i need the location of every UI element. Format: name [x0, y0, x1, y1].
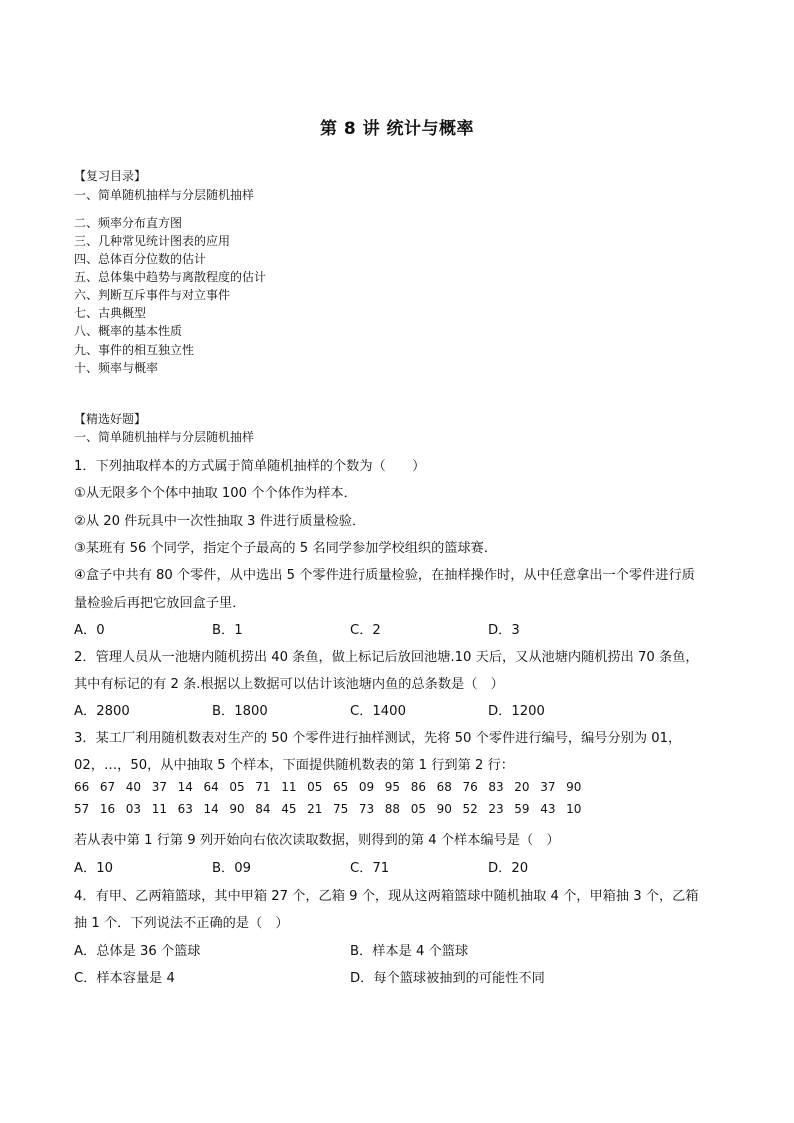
- random-number-cell: 10: [566, 802, 582, 816]
- random-number-cell: 86: [410, 780, 426, 794]
- q4-option-b: B．样本是 4 个篮球: [350, 944, 469, 959]
- q1-stem: 1．下列抽取样本的方式属于简单随机抽样的个数为（ ）: [74, 459, 426, 474]
- random-number-cell: 90: [229, 802, 245, 816]
- random-number-cell: 45: [281, 802, 297, 816]
- q1-statement-2: ②从 20 件玩具中一次性抽取 3 件进行质量检验．: [74, 514, 366, 529]
- review-heading: 【复习目录】: [74, 169, 147, 183]
- q4-option-a: A．总体是 36 个篮球: [74, 944, 201, 959]
- q4-option-c: C．样本容量是 4: [74, 971, 175, 986]
- random-number-cell: 21: [307, 802, 323, 816]
- q3-option-b: B．09: [212, 861, 252, 876]
- review-item: 九、事件的相互独立性: [74, 343, 195, 357]
- random-number-cell: 05: [410, 802, 426, 816]
- q2-option-d: D．1200: [488, 704, 545, 719]
- random-number-cell: 90: [436, 802, 452, 816]
- q3-option-d: D．20: [488, 861, 529, 876]
- random-number-cell: 11: [151, 802, 167, 816]
- selected-heading: 【精选好题】: [74, 412, 147, 426]
- random-number-cell: 05: [229, 780, 245, 794]
- review-item: 五、总体集中趋势与离散程度的估计: [74, 270, 267, 284]
- random-number-cell: 83: [488, 780, 504, 794]
- q1-option-c: C．2: [350, 623, 381, 638]
- random-number-cell: 76: [462, 780, 478, 794]
- review-item: 一、简单随机抽样与分层随机抽样: [74, 188, 255, 202]
- random-number-cell: 43: [540, 802, 556, 816]
- q1-option-a: A．0: [74, 623, 105, 638]
- random-number-cell: 52: [462, 802, 478, 816]
- random-number-cell: 63: [177, 802, 193, 816]
- random-number-cell: 84: [255, 802, 271, 816]
- random-number-cell: 66: [74, 780, 90, 794]
- review-item: 六、判断互斥事件与对立事件: [74, 288, 231, 302]
- q3-line-1: 3．某工厂利用随机数表对生产的 50 个零件进行抽样测试，先将 50 个零件进行编号，编号分别为 01，: [74, 731, 682, 746]
- q1-option-b: B．1: [212, 623, 243, 638]
- random-number-cell: 09: [358, 780, 375, 794]
- random-number-cell: 16: [99, 802, 116, 816]
- random-number-cell: 57: [74, 802, 90, 816]
- random-number-cell: 65: [333, 780, 349, 794]
- review-item: 三、几种常见统计图表的应用: [74, 234, 231, 248]
- random-number-cell: 40: [125, 780, 142, 794]
- q4-line-1: 4．有甲、乙两箱篮球，其中甲箱 27 个，乙箱 9 个，现从这两箱篮球中随机抽取 4 个，甲箱抽 3 个，乙箱: [74, 889, 699, 904]
- q3-line-3: 若从表中第 1 行第 9 列开始向右依次读取数据，则得到的第 4 个样本编号是（ ）: [74, 833, 560, 848]
- section-heading: 一、简单随机抽样与分层随机抽样: [74, 430, 255, 444]
- random-number-cell: 59: [514, 802, 530, 816]
- random-number-cell: 23: [488, 802, 504, 816]
- q4-option-d: D．每个篮球被抽到的可能性不同: [350, 971, 545, 986]
- random-number-cell: 37: [151, 780, 167, 794]
- q1-statement-4-cont: 量检验后再把它放回盒子里．: [74, 596, 246, 611]
- random-number-cell: 67: [99, 780, 116, 794]
- q1-option-d: D．3: [488, 623, 520, 638]
- random-number-cell: 37: [540, 780, 556, 794]
- q2-option-b: B．1800: [212, 704, 268, 719]
- random-number-cell: 14: [177, 780, 193, 794]
- q2-option-a: A．2800: [74, 704, 130, 719]
- random-number-cell: 20: [514, 780, 530, 794]
- q4-line-2: 抽 1 个．下列说法不正确的是（ ）: [74, 916, 289, 931]
- q1-statement-3: ③某班有 56 个同学，指定个子最高的 5 名同学参加学校组织的篮球赛．: [74, 541, 498, 556]
- review-item: 七、古典概型: [74, 306, 147, 320]
- random-number-cell: 64: [203, 780, 219, 794]
- random-number-cell: 05: [307, 780, 323, 794]
- review-item: 八、概率的基本性质: [74, 324, 183, 338]
- random-number-cell: 75: [333, 802, 349, 816]
- q3-line-2: 02，…，50，从中抽取 5 个样本，下面提供随机数表的第 1 行到第 2 行：: [74, 758, 514, 773]
- q3-option-c: C．71: [350, 861, 390, 876]
- q2-line-2: 其中有标记的有 2 条.根据以上数据可以估计该池塘内鱼的总条数是（ ）: [74, 677, 504, 692]
- review-item: 十、频率与概率: [74, 361, 159, 375]
- review-item: 二、频率分布直方图: [74, 216, 183, 230]
- random-number-cell: 14: [203, 802, 219, 816]
- random-number-cell: 73: [358, 802, 375, 816]
- random-number-cell: 71: [255, 780, 271, 794]
- q3-option-a: A．10: [74, 861, 113, 876]
- q1-statement-1: ①从无限多个个体中抽取 100 个个体作为样本．: [74, 486, 357, 501]
- random-number-cell: 95: [384, 780, 401, 794]
- random-number-cell: 11: [281, 780, 297, 794]
- random-number-cell: 90: [566, 780, 582, 794]
- q1-statement-4: ④盒子中共有 80 个零件，从中选出 5 个零件进行质量检验，在抽样操作时，从中任意拿出一个零件进行质: [74, 568, 695, 583]
- q2-option-c: C．1400: [350, 704, 406, 719]
- review-item: 四、总体百分位数的估计: [74, 252, 207, 266]
- random-number-cell: 88: [384, 802, 401, 816]
- q2-line-1: 2．管理人员从一池塘内随机捞出 40 条鱼，做上标记后放回池塘.10 天后，又从池塘内随机捞出 70 条鱼，: [74, 650, 699, 665]
- page-title: 第 8 讲 统计与概率: [319, 119, 475, 139]
- random-number-cell: 03: [125, 802, 142, 816]
- random-number-cell: 68: [436, 780, 452, 794]
